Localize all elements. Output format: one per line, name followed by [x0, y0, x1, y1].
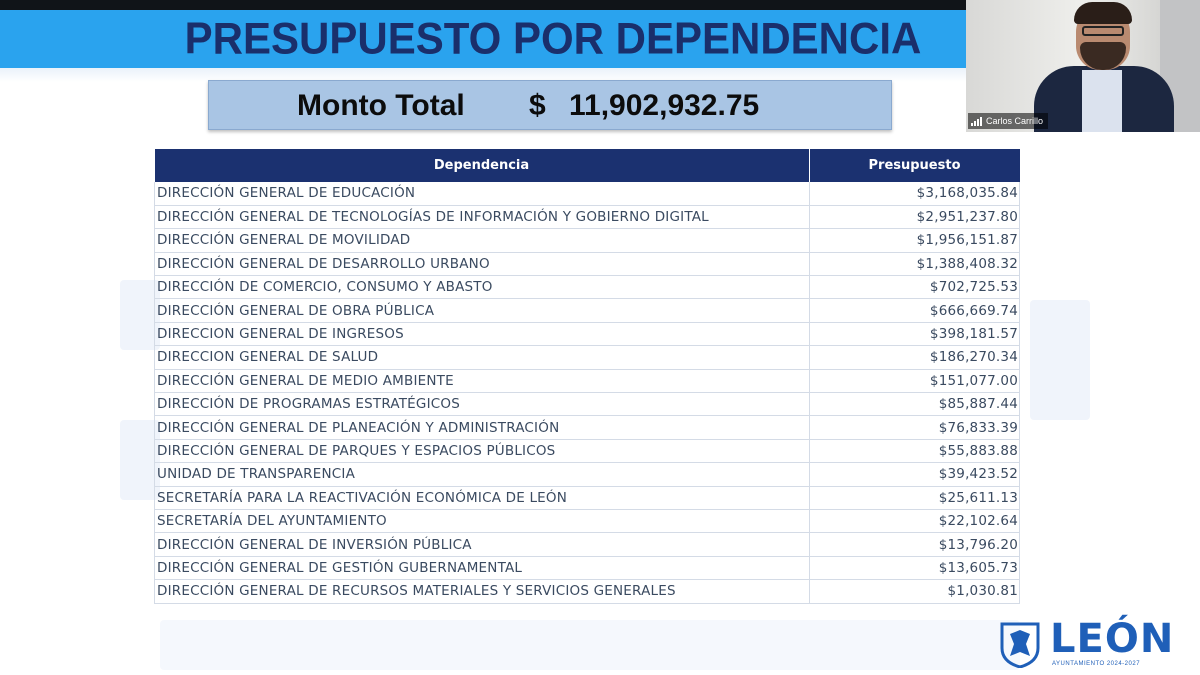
presupuesto-cell: $76,833.39: [809, 416, 1019, 439]
table-row: [155, 205, 1020, 228]
dependencia-cell: DIRECCIÓN GENERAL DE PARQUES Y ESPACIOS PÚBLICOS: [155, 439, 810, 462]
dependencia-cell: DIRECCIÓN GENERAL DE MEDIO AMBIENTE: [155, 369, 810, 392]
signal-bars-icon: [971, 117, 982, 126]
presupuesto-cell: $186,270.34: [809, 346, 1019, 369]
table-row: [155, 416, 1020, 439]
presupuesto-cell: $55,883.88: [809, 439, 1019, 462]
participant-shirt: [1082, 70, 1122, 132]
logo-wordmark: LEÓN: [1050, 616, 1175, 662]
total-label: Monto Total: [297, 89, 465, 122]
dependencia-cell: DIRECCIÓN GENERAL DE EDUCACIÓN: [155, 182, 810, 205]
table-row: [155, 533, 1020, 556]
presupuesto-cell: $3,168,035.84: [809, 182, 1019, 205]
presupuesto-cell: $398,181.57: [809, 322, 1019, 345]
watermark-shape: [1030, 300, 1090, 420]
dependencia-cell: UNIDAD DE TRANSPARENCIA: [155, 463, 810, 486]
dependencia-cell: DIRECCIÓN GENERAL DE MOVILIDAD: [155, 229, 810, 252]
presupuesto-cell: $666,669.74: [809, 299, 1019, 322]
slide-title: PRESUPUESTO POR DEPENDENCIA: [184, 13, 922, 64]
presupuesto-cell: $1,956,151.87: [809, 229, 1019, 252]
presupuesto-cell: $151,077.00: [809, 369, 1019, 392]
presupuesto-cell: $85,887.44: [809, 393, 1019, 416]
total-amount-box: [208, 80, 892, 130]
total-currency: $: [529, 89, 546, 122]
table-header-row: [155, 149, 1020, 182]
presupuesto-cell: $13,796.20: [809, 533, 1019, 556]
column-header-dependencia: Dependencia: [155, 149, 810, 182]
shield-icon: [1000, 622, 1040, 668]
total-amount: 11,902,932.75: [569, 89, 760, 122]
table-row: [155, 463, 1020, 486]
table-row: [155, 322, 1020, 345]
table-row: [155, 229, 1020, 252]
dependencia-cell: DIRECCIÓN DE COMERCIO, CONSUMO Y ABASTO: [155, 276, 810, 299]
title-band: [0, 10, 966, 68]
table-row: [155, 346, 1020, 369]
dependencia-cell: DIRECCION GENERAL DE INGRESOS: [155, 322, 810, 345]
dependencia-cell: SECRETARÍA PARA LA REACTIVACIÓN ECONÓMICA DE LEÓN: [155, 486, 810, 509]
leon-logo: [1000, 618, 1190, 672]
dependencia-cell: DIRECCIÓN DE PROGRAMAS ESTRATÉGICOS: [155, 393, 810, 416]
table-row: [155, 276, 1020, 299]
presupuesto-cell: $13,605.73: [809, 556, 1019, 579]
dependencia-cell: DIRECCIÓN GENERAL DE TECNOLOGÍAS DE INFORMACIÓN Y GOBIERNO DIGITAL: [155, 205, 810, 228]
presupuesto-cell: $25,611.13: [809, 486, 1019, 509]
dependencia-cell: DIRECCIÓN GENERAL DE GESTIÓN GUBERNAMENTAL: [155, 556, 810, 579]
participant-name-bar: [968, 113, 1048, 129]
dependencia-cell: DIRECCIÓN GENERAL DE INVERSIÓN PÚBLICA: [155, 533, 810, 556]
logo-subtitle: AYUNTAMIENTO 2024-2027: [1052, 661, 1141, 667]
table-row: [155, 509, 1020, 532]
participant-glasses: [1082, 26, 1124, 36]
presupuesto-cell: $22,102.64: [809, 509, 1019, 532]
budget-table: [154, 149, 1020, 604]
participant-hair: [1074, 2, 1132, 24]
participant-name: Carlos Carrillo: [986, 116, 1044, 126]
presupuesto-cell: $39,423.52: [809, 463, 1019, 486]
table-row: [155, 252, 1020, 275]
dependencia-cell: SECRETARÍA DEL AYUNTAMIENTO: [155, 509, 810, 532]
table-row: [155, 580, 1020, 603]
table-row: [155, 369, 1020, 392]
participant-video-tile[interactable]: [966, 0, 1200, 132]
dependencia-cell: DIRECCIÓN GENERAL DE OBRA PÚBLICA: [155, 299, 810, 322]
dependencia-cell: DIRECCIÓN GENERAL DE PLANEACIÓN Y ADMINISTRACIÓN: [155, 416, 810, 439]
presupuesto-cell: $1,388,408.32: [809, 252, 1019, 275]
dependencia-cell: DIRECCIÓN GENERAL DE DESARROLLO URBANO: [155, 252, 810, 275]
table-row: [155, 486, 1020, 509]
presupuesto-cell: $1,030.81: [809, 580, 1019, 603]
presupuesto-cell: $2,951,237.80: [809, 205, 1019, 228]
table-row: [155, 182, 1020, 205]
watermark-shape: [160, 620, 1020, 670]
dependencia-cell: DIRECCIÓN GENERAL DE RECURSOS MATERIALES Y SERVICIOS GENERALES: [155, 580, 810, 603]
table-row: [155, 439, 1020, 462]
table-row: [155, 556, 1020, 579]
table-row: [155, 393, 1020, 416]
dependencia-cell: DIRECCION GENERAL DE SALUD: [155, 346, 810, 369]
column-header-presupuesto: Presupuesto: [809, 149, 1019, 182]
presupuesto-cell: $702,725.53: [809, 276, 1019, 299]
table-row: [155, 299, 1020, 322]
